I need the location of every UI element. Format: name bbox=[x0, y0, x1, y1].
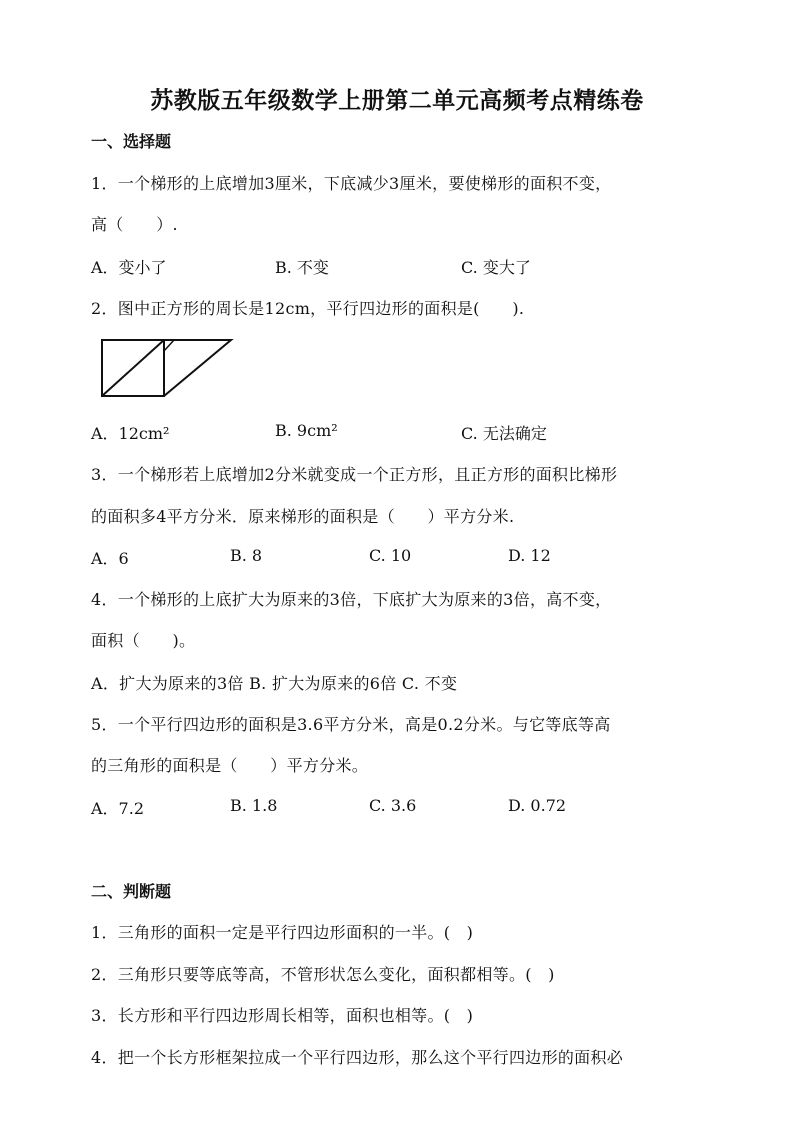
q4-text-line2: 面积（ )。 bbox=[91, 631, 196, 650]
judge-item-1: 1．三角形的面积一定是平行四边形面积的一半。( ) bbox=[91, 923, 474, 942]
q5-text-line2: 的三角形的面积是（ ）平方分米。 bbox=[91, 756, 369, 775]
q2-text-line1: 2．图中正方形的周长是12cm，平行四边形的面积是( ). bbox=[91, 299, 525, 318]
q2-option-a: A．12cm² bbox=[91, 424, 170, 443]
q2-option-b: B. 9cm² bbox=[275, 421, 338, 440]
q3-text-line2: 的面积多4平方分米．原来梯形的面积是（ ）平方分米. bbox=[91, 507, 515, 526]
section-judge-heading: 二、判断题 bbox=[91, 882, 172, 901]
q1-text-line1: 1．一个梯形的上底增加3厘米，下底减少3厘米，要使梯形的面积不变， bbox=[91, 174, 612, 193]
judge-item-2: 2．三角形只要等底等高，不管形状怎么变化，面积都相等。( ) bbox=[91, 965, 555, 984]
square-parallelogram-figure bbox=[100, 337, 235, 399]
q3-option-d: D. 12 bbox=[508, 546, 551, 565]
q3-option-c: C. 10 bbox=[369, 546, 412, 565]
q1-option-b: B. 不变 bbox=[275, 258, 329, 277]
q3-option-b: B. 8 bbox=[230, 546, 263, 565]
q3-option-a: A．6 bbox=[91, 549, 129, 568]
q1-text-line2: 高（ ）. bbox=[91, 215, 178, 234]
q1-option-c: C. 变大了 bbox=[461, 258, 531, 277]
q5-option-a: A．7.2 bbox=[91, 799, 145, 818]
square-diagonal bbox=[102, 340, 164, 396]
page-title: 苏教版五年级数学上册第二单元高频考点精练卷 bbox=[150, 87, 644, 114]
q4-text-line1: 4．一个梯形的上底扩大为原来的3倍，下底扩大为原来的3倍，高不变， bbox=[91, 590, 612, 609]
q2-option-c: C. 无法确定 bbox=[461, 424, 547, 443]
section-choice-heading: 一、选择题 bbox=[91, 132, 172, 151]
judge-item-3: 3．长方形和平行四边形周长相等，面积也相等。( ) bbox=[91, 1006, 474, 1025]
q5-option-b: B. 1.8 bbox=[230, 796, 278, 815]
q1-option-a: A．变小了 bbox=[91, 258, 167, 277]
q5-text-line1: 5．一个平行四边形的面积是3.6平方分米，高是0.2分米。与它等底等高 bbox=[91, 715, 611, 734]
q4-options: A．扩大为原来的3倍 B. 扩大为原来的6倍 C. 不变 bbox=[91, 674, 458, 693]
judge-item-4: 4．把一个长方形框架拉成一个平行四边形，那么这个平行四边形的面积必 bbox=[91, 1048, 624, 1067]
q3-text-line1: 3．一个梯形若上底增加2分米就变成一个正方形，且正方形的面积比梯形 bbox=[91, 465, 618, 484]
q5-option-c: C. 3.6 bbox=[369, 796, 417, 815]
q5-option-d: D. 0.72 bbox=[508, 796, 567, 815]
parallelogram-extension bbox=[164, 340, 231, 396]
figure-tick-mark bbox=[164, 340, 174, 351]
